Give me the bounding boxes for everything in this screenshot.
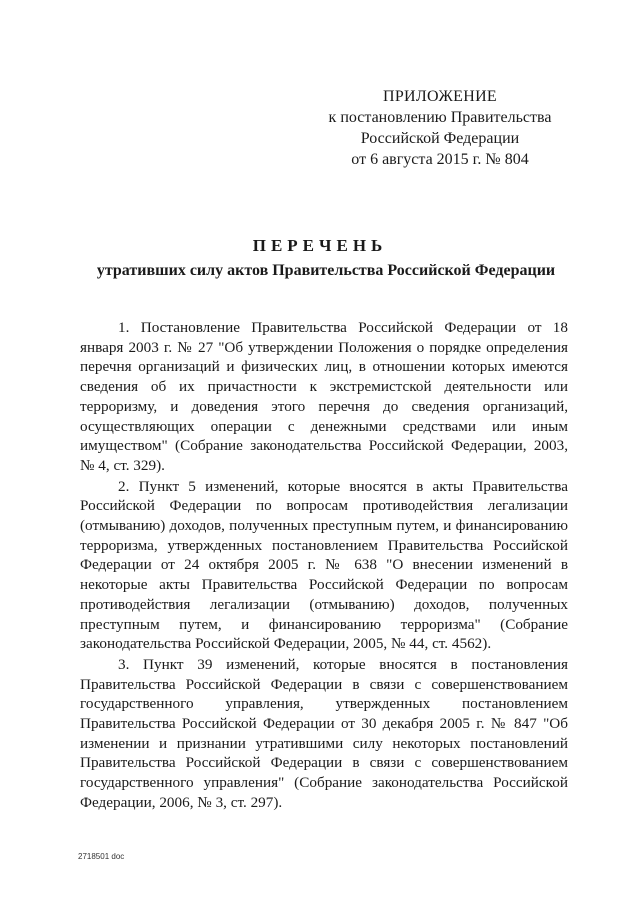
document-code: 2718501 doc: [78, 852, 125, 861]
document-title: ПЕРЕЧЕНЬ: [252, 236, 388, 255]
annex-line-date-number: от 6 августа 2015 г. № 804: [351, 151, 529, 168]
annex-line-decree: к постановлению Правительства: [328, 109, 552, 126]
annex-title: ПРИЛОЖЕНИЕ: [382, 88, 497, 105]
list-item-1: 1. Постановление Правительства Российской Федерации от 18 января 2003 г. № 27 "Об утверждении Положения о порядке определения перечня организаций и физических лиц, в отношении которых имеются сведения об их причастности к экстремистской деятельности или терроризму, и доведения этого перечня до сведения организаций, осуществляющих операции с денежными средствами или иным имуществом" (Собрание законодательства Российской Федерации, 2003, № 4, ст. 329).: [80, 319, 568, 474]
document-body: [80, 318, 568, 814]
document-subtitle: утративших силу актов Правительства Российской Федерации: [96, 262, 556, 279]
list-item-2: 2. Пункт 5 изменений, которые вносятся в акты Правительства Российской Федерации по вопросам противодействия легализации (отмыванию) доходов, полученных преступным путем, и финансированию терроризма, утвержденных постановлением Правительства Российской Федерации от 24 октября 2005 г. № 638 "О внесении изменений в некоторые акты Правительства Российской Федерации по вопросам противодействия легализации (отмыванию) доходов, полученных преступным путем, и финансированию терроризма" (Собрание законодательства Российской Федерации, 2005, № 44, ст. 4562).: [80, 477, 568, 653]
annex-block: [325, 86, 555, 170]
annex-line-federation: Российской Федерации: [360, 130, 520, 147]
list-item-3: 3. Пункт 39 изменений, которые вносятся в постановления Правительства Российской Федерации в связи с совершенствованием государственного управления, утвержденных постановлением Правительства Российской Федерации от 30 декабря 2005 г. № 847 "Об изменении и признании утратившими силу некоторых постановлений Правительства Российской Федерации в связи с совершенствованием государственного управления" (Собрание законодательства Российской Федерации, 2006, № 3, ст. 297).: [80, 655, 568, 811]
